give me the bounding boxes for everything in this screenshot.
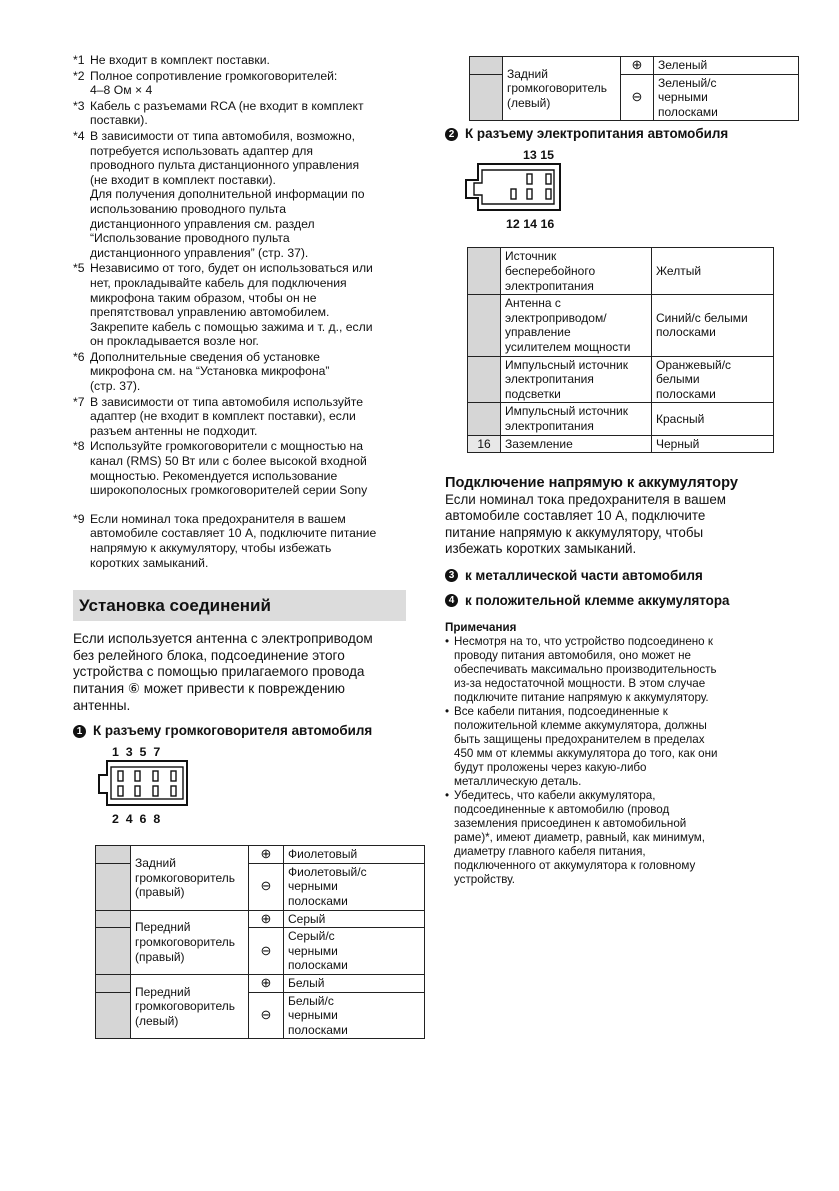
footnotes — [73, 53, 406, 570]
footnote: *2 Полное сопротивление громкоговорителей: 4–8 Ом × 4 — [73, 68, 338, 98]
minus-icon: ⊖ — [249, 863, 284, 910]
wire-color: Серый — [284, 910, 425, 928]
wire-color: Зеленый/с черными полосками — [654, 74, 799, 121]
note-item: • Несмотря на то, что устройство подсоединено к проводу питания автомобиля, оно может не обеспечивать максимально производительность из-за недостаточной мощности. В этом случае подключите питание напрямую к аккумулятору. — [445, 635, 775, 705]
notes-title: Примечания — [445, 620, 517, 634]
note-item: • Все кабели питания, подсоединенные к положительной клемме аккумулятора, должны быть защищены предохранителем в пределах 450 мм от клеммы аккумулятора до того, как они будут проложены через какую-либо металлическую деталь. — [445, 705, 775, 789]
battery-text: Если номинал тока предохранителя в вашем автомобиле составляет 10 А, подключите питание напрямую к аккумулятору, чтобы избежать коротких замыканий. — [445, 492, 726, 556]
intro-text: Если используется антенна с электроприводом без релейного блока, подсоединение этого устройства с помощью прилагаемого провода питания ⑥ может привести к повреждению антенны. — [73, 631, 373, 713]
power-source-name: Заземление — [501, 435, 652, 453]
power-source-name: Импульсный источник электропитания подсветки — [501, 356, 652, 403]
speaker-name: Задний громкоговоритель (правый) — [131, 846, 249, 910]
power-connector-icon — [464, 162, 564, 212]
step-3-number: 3 — [445, 569, 458, 582]
connector-bottom-pins: 2 4 6 8 — [112, 812, 161, 827]
connector-bottom-pins: 12 14 16 — [506, 217, 555, 232]
plus-icon: ⊕ — [249, 974, 284, 992]
power-source-name: Источник бесперебойного электропитания — [501, 248, 652, 295]
pin-number: 16 — [468, 435, 501, 453]
minus-icon: ⊖ — [249, 928, 284, 975]
speaker-wire-table-continued — [469, 56, 799, 121]
footnote: *9 Если номинал тока предохранителя в вашем автомобиле составляет 10 А, подключите питание напрямую к аккумулятору, чтобы избежать коротких замыканий. — [73, 511, 377, 570]
step-3-title: к металлической части автомобиля — [465, 567, 703, 583]
footnote: *3 Кабель с разъемами RCA (не входит в комплект поставки). — [73, 98, 364, 128]
footnote: *1 Не входит в комплект поставки. — [73, 53, 270, 67]
wire-color: Фиолетовый/с черными полосками — [284, 863, 425, 910]
wire-color: Серый/с черными полосками — [284, 928, 425, 975]
wire-color: Черный — [652, 435, 774, 453]
speaker-connector-diagram — [97, 745, 197, 826]
battery-heading: Подключение напрямую к аккумулятору — [445, 475, 738, 492]
step-1-number: 1 — [73, 725, 86, 738]
wire-color: Желтый — [652, 248, 774, 295]
minus-icon: ⊖ — [249, 992, 284, 1039]
power-source-name: Импульсный источник электропитания — [501, 403, 652, 435]
wire-color: Синий/с белыми полосками — [652, 295, 774, 356]
step-3-heading — [445, 568, 775, 584]
step-4-number: 4 — [445, 594, 458, 607]
speaker-name: Передний громкоговоритель (левый) — [131, 974, 249, 1038]
pin-number — [468, 356, 501, 403]
left-column — [73, 53, 406, 1039]
footnote: *5 Независимо от того, будет он использоваться или нет, прокладывайте кабель для подключения микрофона таким образом, чтобы он не препятствовал управлению автомобилем. Закрепите кабель с помощью зажима и т. д., если он прокладывается возле ног. — [73, 261, 373, 349]
plus-icon: ⊕ — [621, 57, 654, 75]
wire-color: Белый — [284, 974, 425, 992]
wire-color: Красный — [652, 403, 774, 435]
power-wire-table — [467, 247, 774, 453]
section-title: Установка соединений — [73, 590, 406, 621]
step-2-number: 2 — [445, 128, 458, 141]
wire-color: Зеленый — [654, 57, 799, 75]
connector-top-pins: 13 15 — [523, 148, 555, 163]
step-2-title: К разъему электропитания автомобиля — [465, 126, 729, 142]
step-1-heading — [73, 723, 406, 739]
minus-icon: ⊖ — [621, 74, 654, 121]
power-connector-diagram — [464, 148, 564, 231]
footnote: *4 В зависимости от типа автомобиля, возможно, потребуется использовать адаптер для проводного пульта дистанционного управления (не входит в комплект поставки). Для получения дополнительной информации по использованию проводного пульта дистанционного управления см. раздел “Использование проводного пульта дистанционного управления” (стр. 37). — [73, 128, 365, 260]
footnote: *7 В зависимости от типа автомобиля используйте адаптер (не входит в комплект поставки), если разъем антенны не подходит. — [73, 394, 364, 438]
connector-top-pins: 1 3 5 7 — [112, 745, 161, 760]
step-4-heading — [445, 593, 775, 609]
plus-icon: ⊕ — [249, 910, 284, 928]
speaker-wire-table — [95, 845, 425, 1039]
step-1-title: К разъему громкоговорителя автомобиля — [93, 723, 373, 739]
wire-color: Оранжевый/с белыми полосками — [652, 356, 774, 403]
speaker-name: Передний громкоговоритель (правый) — [131, 910, 249, 974]
pin-number — [468, 248, 501, 295]
wire-color: Фиолетовый — [284, 846, 425, 864]
pin-number — [468, 403, 501, 435]
speaker-connector-icon — [97, 759, 197, 807]
step-4-title: к положительной клемме аккумулятора — [465, 592, 730, 608]
wire-color: Белый/с черными полосками — [284, 992, 425, 1039]
right-column — [445, 56, 775, 887]
speaker-name: Задний громкоговоритель (левый) — [503, 57, 621, 121]
step-2-heading — [445, 126, 775, 142]
footnote: *6 Дополнительные сведения об установке микрофона см. на “Установка микрофона” (стр. 37). — [73, 349, 330, 394]
pin-number — [468, 295, 501, 356]
power-source-name: Антенна с электроприводом/ управление усилителем мощности — [501, 295, 652, 356]
plus-icon: ⊕ — [249, 846, 284, 864]
footnote: *8 Используйте громкоговорители с мощностью на канал (RMS) 50 Вт или с более высокой входной мощностью. Рекомендуется использование широкополосных громкоговорителей серии Sony — [73, 439, 368, 498]
note-item: • Убедитесь, что кабели аккумулятора, подсоединенные к автомобилю (провод заземления присоединен к автомобильной раме)*, имеют диаметр, равный, как минимум, диаметру главного кабеля питания, подключенного от аккумулятора к головному устройству. — [445, 789, 775, 887]
